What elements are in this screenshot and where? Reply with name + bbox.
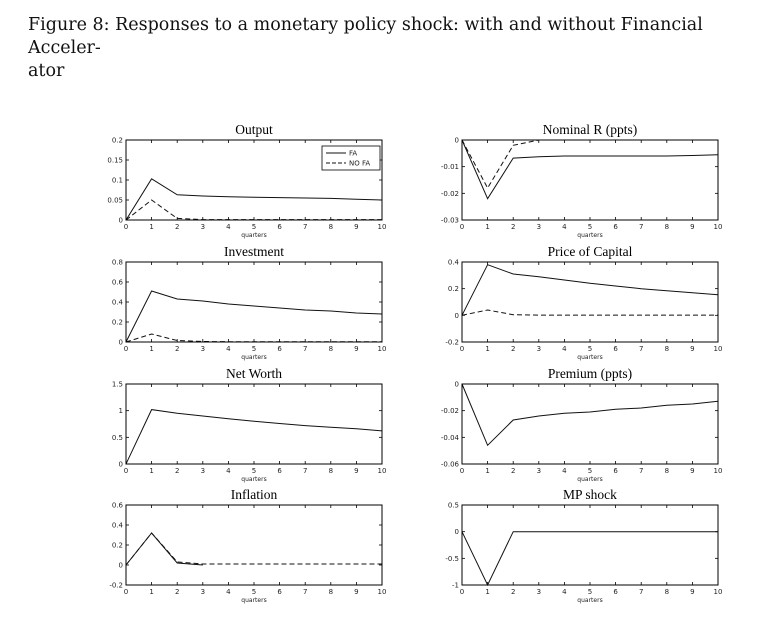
panel-3 <box>445 244 722 361</box>
y-tick-label: -0.2 <box>109 581 123 590</box>
series-line-no-fa <box>462 310 718 315</box>
y-tick-label: 0.6 <box>111 501 123 510</box>
y-tick-label: 0 <box>118 216 123 225</box>
plot-frame <box>462 262 718 342</box>
y-tick-label: 1 <box>118 407 123 416</box>
series-line-fa <box>462 532 718 585</box>
x-tick-label: 3 <box>200 588 206 596</box>
x-tick-label: 4 <box>226 588 231 596</box>
x-tick-label: 1 <box>149 467 154 475</box>
x-tick-label: 4 <box>226 223 231 231</box>
panel-2 <box>112 244 387 361</box>
x-tick-label: 3 <box>536 588 542 596</box>
x-tick-label: 5 <box>251 223 257 231</box>
series-line-no-fa <box>126 533 382 565</box>
y-tick-label: 0.15 <box>107 156 123 165</box>
x-tick-label: 1 <box>149 588 154 596</box>
x-tick-label: 0 <box>123 467 129 475</box>
x-tick-label: 1 <box>149 345 154 353</box>
y-tick-label: 0.5 <box>111 433 123 442</box>
y-tick-label: -0.03 <box>440 216 459 225</box>
caption-line-1: Figure 8: Responses to a monetary policy shock: with and without Financial Acceler- <box>28 15 703 58</box>
x-tick-label: 1 <box>485 467 490 475</box>
y-tick-label: 0 <box>118 338 123 347</box>
y-tick-label: -0.2 <box>445 338 459 347</box>
x-tick-label: 9 <box>690 467 695 475</box>
x-tick-label: 3 <box>200 467 206 475</box>
y-tick-label: 0 <box>118 561 123 570</box>
y-tick-label: 0 <box>118 460 123 469</box>
x-tick-label: 4 <box>562 345 567 353</box>
panel-title: Nominal R (ppts) <box>542 122 638 137</box>
y-tick-label: 0.1 <box>111 176 123 185</box>
panel-title: Investment <box>224 244 284 259</box>
panel-0 <box>107 122 386 239</box>
x-tick-label: 8 <box>328 345 334 353</box>
series-line-no-fa <box>462 140 539 188</box>
x-tick-label: 6 <box>277 588 282 596</box>
x-tick-label: 10 <box>713 467 723 475</box>
x-tick-label: 6 <box>613 223 618 231</box>
legend-label: NO FA <box>349 159 371 168</box>
x-tick-label: 10 <box>713 588 723 596</box>
x-tick-label: 2 <box>174 223 180 231</box>
series-line-fa <box>126 410 382 464</box>
x-tick-label: 5 <box>587 223 593 231</box>
panel-title: MP shock <box>563 487 617 502</box>
x-tick-label: 2 <box>174 467 180 475</box>
x-tick-label: 0 <box>459 223 465 231</box>
y-tick-label: 0.2 <box>111 318 123 327</box>
series-line-fa <box>126 179 382 220</box>
x-tick-label: 8 <box>328 223 334 231</box>
x-tick-label: 2 <box>510 223 516 231</box>
x-tick-label: 5 <box>251 345 257 353</box>
x-tick-label: 2 <box>174 588 180 596</box>
x-tick-label: 1 <box>485 588 490 596</box>
panel-4 <box>112 366 387 483</box>
y-tick-label: -0.01 <box>440 163 459 172</box>
y-tick-label: -1 <box>452 581 459 590</box>
x-tick-label: 8 <box>328 467 334 475</box>
x-tick-label: 7 <box>638 467 644 475</box>
series-line-fa <box>462 384 718 445</box>
x-tick-label: 1 <box>149 223 154 231</box>
y-tick-label: 0.2 <box>111 541 123 550</box>
x-tick-label: 4 <box>562 467 567 475</box>
legend <box>322 146 380 170</box>
y-tick-label: 0.4 <box>111 298 123 307</box>
y-tick-label: 0.05 <box>107 196 123 205</box>
x-tick-label: 9 <box>690 588 695 596</box>
series-line-fa <box>462 265 718 316</box>
x-tick-label: 7 <box>638 345 644 353</box>
x-tick-label: 4 <box>226 467 231 475</box>
x-tick-label: 10 <box>713 223 723 231</box>
y-tick-label: 0.4 <box>447 258 459 267</box>
x-tick-label: 4 <box>226 345 231 353</box>
x-tick-label: 2 <box>174 345 180 353</box>
y-tick-label: -0.06 <box>440 460 459 469</box>
panel-title: Net Worth <box>225 366 283 381</box>
panel-title: Premium (ppts) <box>547 366 633 381</box>
x-tick-label: 3 <box>200 345 206 353</box>
x-axis-label: quarters <box>241 597 267 604</box>
x-axis-label: quarters <box>577 476 603 483</box>
panel-title: Price of Capital <box>547 244 633 259</box>
x-tick-label: 4 <box>562 588 567 596</box>
x-tick-label: 0 <box>123 588 129 596</box>
x-tick-label: 8 <box>664 223 670 231</box>
y-tick-label: 0 <box>454 380 459 389</box>
panel-5 <box>441 366 723 483</box>
x-tick-label: 3 <box>536 223 542 231</box>
x-tick-label: 0 <box>459 588 465 596</box>
plot-frame <box>126 384 382 464</box>
x-tick-label: 6 <box>277 345 282 353</box>
series-line-fa <box>126 533 203 565</box>
x-tick-label: 10 <box>377 345 387 353</box>
y-tick-label: 0.8 <box>111 258 123 267</box>
x-axis-label: quarters <box>241 232 267 239</box>
x-tick-label: 3 <box>200 223 206 231</box>
x-tick-label: 0 <box>123 345 129 353</box>
x-tick-label: 9 <box>354 345 359 353</box>
x-axis-label: quarters <box>577 597 603 604</box>
y-tick-label: 0.2 <box>447 285 459 294</box>
x-tick-label: 10 <box>377 467 387 475</box>
x-tick-label: 9 <box>690 345 695 353</box>
x-tick-label: 9 <box>354 467 359 475</box>
x-tick-label: 0 <box>459 345 465 353</box>
x-tick-label: 7 <box>302 223 308 231</box>
y-tick-label: -0.02 <box>440 407 459 416</box>
x-tick-label: 9 <box>690 223 695 231</box>
x-tick-label: 6 <box>277 467 282 475</box>
y-tick-label: -0.02 <box>440 189 459 198</box>
panel-7 <box>445 487 722 604</box>
x-tick-label: 5 <box>587 588 593 596</box>
x-tick-label: 7 <box>302 467 308 475</box>
x-axis-label: quarters <box>577 354 603 361</box>
x-tick-label: 10 <box>713 345 723 353</box>
y-tick-label: -0.5 <box>445 554 459 563</box>
x-tick-label: 4 <box>562 223 567 231</box>
y-tick-label: 0.6 <box>111 278 123 287</box>
x-tick-label: 7 <box>302 345 308 353</box>
legend-label: FA <box>349 149 358 158</box>
plot-frame <box>462 140 718 220</box>
y-tick-label: 0.4 <box>111 521 123 530</box>
x-tick-label: 2 <box>510 588 516 596</box>
x-tick-label: 0 <box>459 467 465 475</box>
x-tick-label: 1 <box>485 223 490 231</box>
y-tick-label: 0.2 <box>111 136 123 145</box>
x-tick-label: 8 <box>328 588 334 596</box>
y-tick-label: -0.04 <box>440 433 459 442</box>
panel-title: Inflation <box>230 487 278 502</box>
series-line-fa <box>126 291 382 342</box>
series-line-fa <box>462 140 718 199</box>
panel-1 <box>441 122 723 239</box>
x-tick-label: 7 <box>302 588 308 596</box>
y-tick-label: 1.5 <box>111 380 123 389</box>
x-tick-label: 10 <box>377 223 387 231</box>
x-tick-label: 6 <box>613 345 618 353</box>
x-tick-label: 6 <box>613 588 618 596</box>
x-tick-label: 7 <box>638 588 644 596</box>
plot-frame <box>462 505 718 585</box>
x-tick-label: 5 <box>251 588 257 596</box>
x-tick-label: 5 <box>587 467 593 475</box>
x-tick-label: 2 <box>510 345 516 353</box>
x-tick-label: 9 <box>354 223 359 231</box>
panel-title: Output <box>235 122 273 137</box>
panel-6 <box>109 487 386 604</box>
x-axis-label: quarters <box>241 354 267 361</box>
y-tick-label: 0 <box>454 528 459 537</box>
x-tick-label: 1 <box>485 345 490 353</box>
x-tick-label: 9 <box>354 588 359 596</box>
y-tick-label: 0 <box>454 311 459 320</box>
x-tick-label: 6 <box>613 467 618 475</box>
x-tick-label: 10 <box>377 588 387 596</box>
x-tick-label: 8 <box>664 588 670 596</box>
x-tick-label: 0 <box>123 223 129 231</box>
y-tick-label: 0.5 <box>447 501 459 510</box>
x-tick-label: 8 <box>664 345 670 353</box>
x-tick-label: 5 <box>587 345 593 353</box>
x-tick-label: 6 <box>277 223 282 231</box>
plot-frame <box>462 384 718 464</box>
plot-frame <box>126 262 382 342</box>
x-tick-label: 5 <box>251 467 257 475</box>
x-tick-label: 8 <box>664 467 670 475</box>
caption-line-2: ator <box>28 61 65 81</box>
x-axis-label: quarters <box>577 232 603 239</box>
x-tick-label: 2 <box>510 467 516 475</box>
x-tick-label: 7 <box>638 223 644 231</box>
x-tick-label: 3 <box>536 467 542 475</box>
x-axis-label: quarters <box>241 476 267 483</box>
plot-frame <box>126 505 382 585</box>
x-tick-label: 3 <box>536 345 542 353</box>
y-tick-label: 0 <box>454 136 459 145</box>
